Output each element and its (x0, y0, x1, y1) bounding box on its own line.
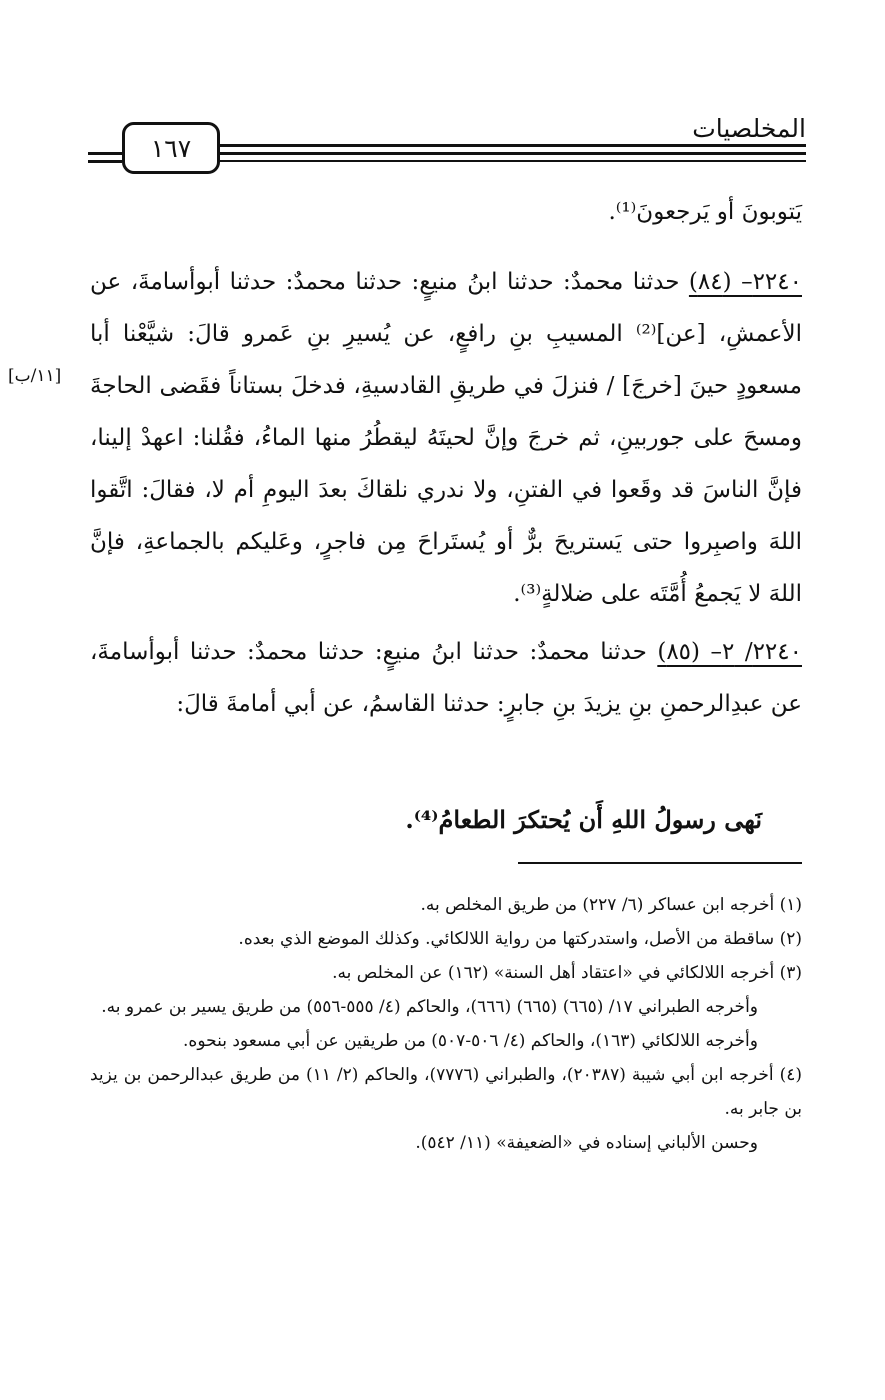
header-rule-left-a (88, 152, 122, 155)
page-header (88, 108, 806, 178)
hadith-2240-2 (90, 626, 802, 730)
footnote-4: (٤) أخرجه ابن أبي شيبة (٢٠٣٨٧)، والطبراني (٧٧٧٦)، والحاكم (٢/ ١١) من طريق عبدالرحمن بن يزيد بن جابر به. (90, 1065, 803, 1119)
continuation-text: يَتوبونَ أو يَرجعونَ⁽¹⁾. (608, 199, 802, 225)
manuscript-folio-note: [١١/ب] (8, 366, 62, 386)
page-number: ١٦٧ (150, 133, 192, 163)
footnote-3-continuation: وأخرجه اللالكائي (١٦٣)، والحاكم (٤/ ٥٠٦-٥٠٧) من طريقين عن أبي مسعود بنحوه. (183, 1031, 758, 1051)
header-rule-middle (214, 152, 806, 155)
header-rule-left-b (88, 160, 122, 163)
footnotes (90, 888, 802, 1160)
header-rule-bottom (214, 160, 806, 162)
running-title: المخلصيات (692, 114, 806, 143)
footnote-separator (518, 862, 802, 864)
hadith-number: ٢٢٤٠– (٨٤) (688, 269, 802, 295)
footnote-4-continuation: وحسن الألباني إسناده في «الضعيفة» (١١/ ٥٤٢). (415, 1133, 758, 1153)
hadith-2240 (90, 256, 802, 620)
hadith-2240-paragraph (90, 256, 802, 620)
footnote-3-continuation: وأخرجه الطبراني ١٧/ (٦٦٥) (٦٦٥) (٦٦٦)، والحاكم (٤/ ٥٥٥-٥٥٦) من طريق يسير بن عمرو به. (101, 997, 758, 1017)
hadith-matn-text: نَهى رسولُ اللهِ أَن يُحتكرَ الطعامُ⁽⁴⁾. (405, 805, 762, 834)
hadith-matn (90, 794, 802, 846)
hadith-text: حدثنا محمدٌ: حدثنا ابنُ منيعٍ: حدثنا محمدٌ: حدثنا أبوأسامةَ، عن عبدِالرحمنِ بنِ يزيدَ بنِ جابرٍ: حدثنا القاسمُ، عن أبي أمامةَ قالَ: (90, 639, 802, 717)
continuation-line (90, 186, 802, 238)
hadith-text: حدثنا محمدٌ: حدثنا ابنُ منيعٍ: حدثنا محمدٌ: حدثنا أبوأسامةَ، عن الأعمشِ، [عن]⁽²⁾ المسيبِ بنِ رافعٍ، عن يُسيرِ بنِ عَمرو قالَ: شيَّعْنا أبا مسعودٍ حينَ [خرجَ] / فنزلَ في طريقِ القادسيةِ، فدخلَ بستاناً فقَضى الحاجةَ ومسحَ على جوربينِ، ثم خرجَ وإنَّ لحيتَهُ ليقطُرُ منها الماءُ، فقُلنا: اعهدْ إلينا، فإنَّ الناسَ قد وقَعوا في الفتنِ، ولا ندري نلقاكَ بعدَ اليومِ أم لا، فقالَ: اتَّقوا اللهَ واصبِروا حتى يَستريحَ برٌّ أو يُستَراحَ مِن فاجرٍ، وعَليكم بالجماعةِ، فإنَّ اللهَ لا يَجمعُ أُمَّتَه على ضلالةٍ⁽³⁾. (90, 269, 802, 607)
footnote-1: (١) أخرجه ابن عساكر (٦/ ٢٢٧) من طريق المخلص به. (420, 895, 802, 915)
hadith-number: ٢٢٤٠/ ٢– (٨٥) (657, 639, 802, 665)
page-number-box (122, 122, 220, 174)
header-rule-top (214, 144, 806, 147)
footnote-3: (٣) أخرجه اللالكائي في «اعتقاد أهل السنة» (١٦٢) عن المخلص به. (332, 963, 802, 983)
hadith-2240-2-paragraph (90, 626, 802, 730)
footnote-2: (٢) ساقطة من الأصل، واستدركتها من رواية اللالكائي. وكذلك الموضع الذي بعده. (238, 929, 802, 949)
